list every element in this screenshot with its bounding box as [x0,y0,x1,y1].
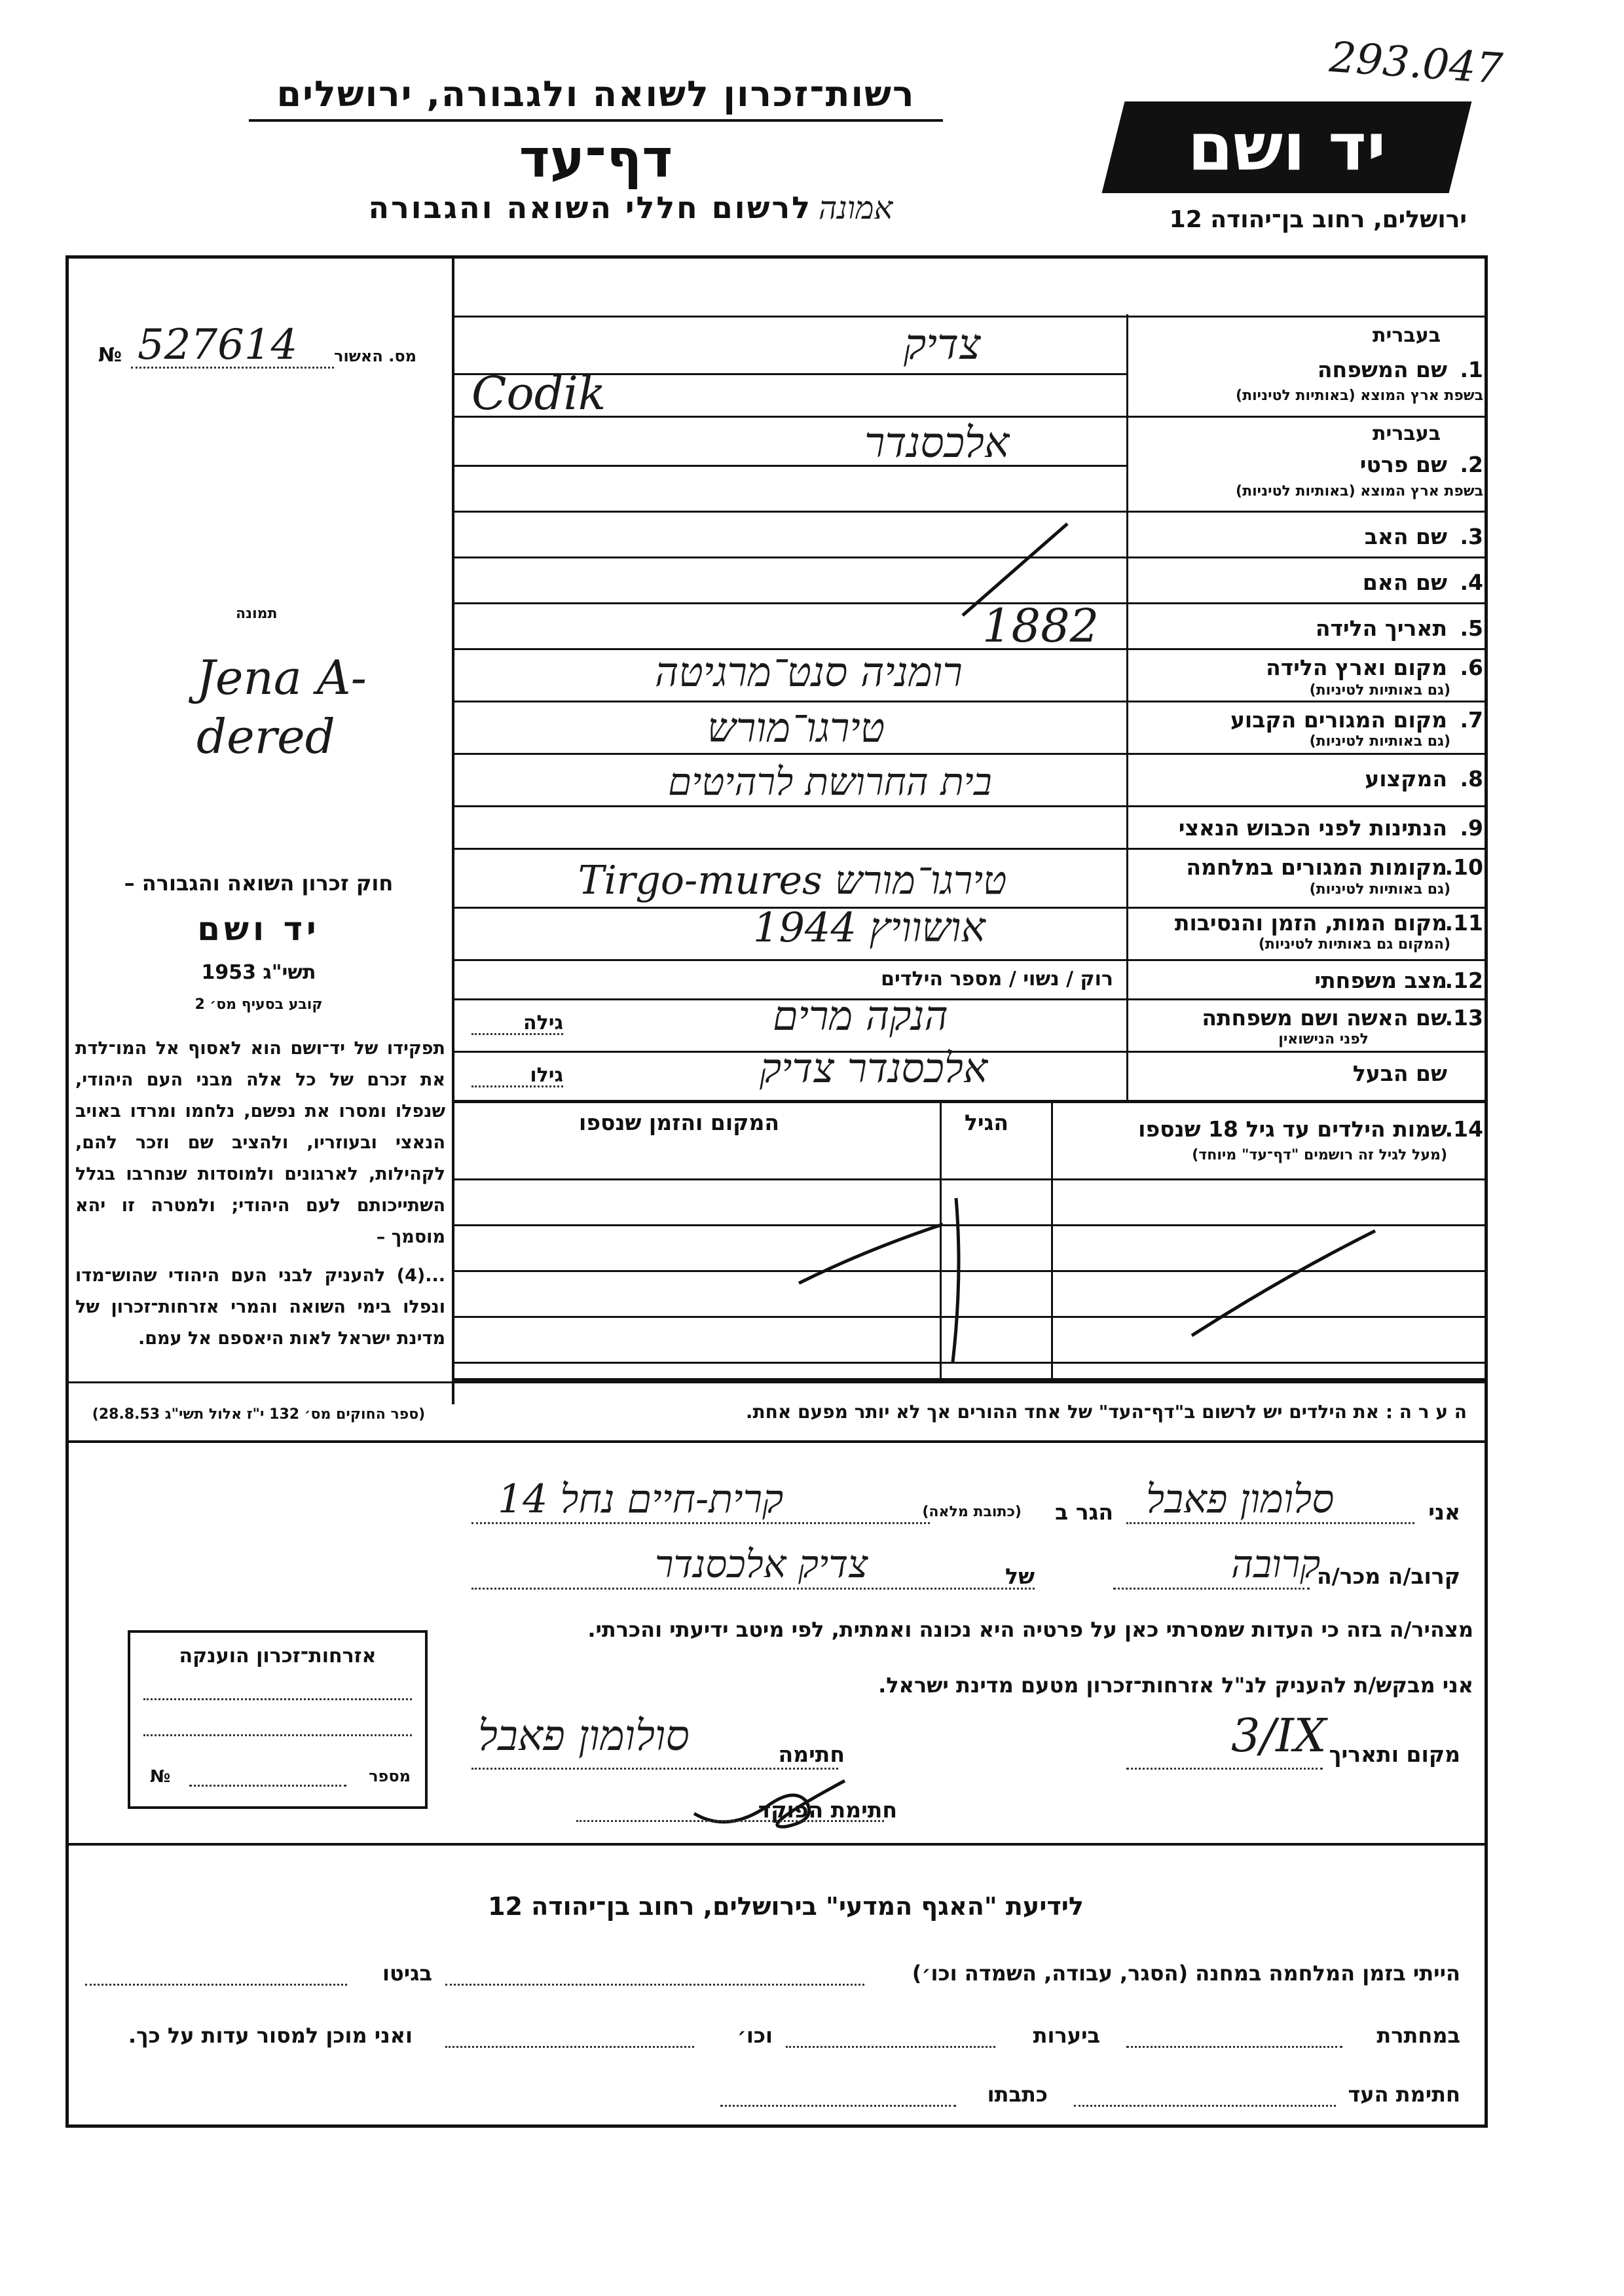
field-11-value: אושוויץ 1944 [753,903,986,951]
inspector-dots [576,1820,884,1822]
field-2-label: שם פרטי [1359,452,1447,477]
citizenship-box-title: אזרחות־זכרון הוענקה [179,1645,377,1667]
field-2-heb-label: בעברית [1373,422,1441,445]
field-1-num: 1. [1460,357,1483,382]
signature-label: חתימה [778,1741,845,1767]
field-6-label: מקום וארץ הלידה [1266,655,1447,680]
signature-value: סולומון פאבל [478,1712,690,1760]
footer-line2-c-dots [445,2046,694,2048]
field-9-label: הנתינות לפני הכבוש הנאצי [1178,815,1447,841]
field-3-num: 3. [1460,524,1483,549]
field-5-label: תאריך הלידה [1315,615,1447,641]
approval-no-sign: № [98,344,122,367]
footer-line3-a-dots [1074,2105,1336,2107]
left-column-divider [452,255,454,1404]
law-name: יד ושם [197,910,320,948]
declaration-address-note: (כתובת מלאה) [922,1504,1022,1520]
field-10-label: מקומות המגורים במלחמה [1186,854,1447,880]
declaration-address-dots [471,1522,930,1524]
field-1-value-latin: Codik [471,367,606,420]
field-5-value: 1882 [982,599,1099,653]
footer-line3-b: כתבתו [987,2082,1048,2107]
law-paragraph-2: ...(4) להעניק לבני העם היהודי שהוש־מדו ונפלו בימי השואה והמרי אזרחות־זכרון של מדינת ישראל לאות היאספם אל עמם. [75,1266,445,1349]
children-col-age: הגיל [964,1110,1008,1135]
row-line [452,465,1126,467]
citizenship-box-number-label: מספר [369,1767,411,1785]
logo-text: יד ושם [1187,109,1386,185]
children-sub: (מעל לגיל זה רושמים "דף־עד" מיוחד) [1192,1147,1447,1163]
citizenship-box-no-sign: № [150,1767,171,1787]
declaration-of-dots [471,1588,1035,1590]
declaration-of-label: של [1005,1563,1035,1589]
frame-left [65,255,69,2128]
field-13-label: שם האשה ושם משפחתה [1202,1005,1447,1030]
footer-line3-b-dots [720,2105,956,2107]
husband-age-label: גילו [530,1064,563,1087]
field-12-extra: רוק / נשוי / מספר הילדים [881,968,1113,991]
citizenship-box-line [143,1734,412,1736]
header-address: ירושלים, רחוב בן־יהודה 12 [1169,206,1467,233]
row-line [452,416,1486,418]
field-8-num: 8. [1460,766,1483,792]
field-4-label: שם האם [1362,570,1447,595]
field-4-num: 4. [1460,570,1483,595]
row-line [452,848,1486,850]
footer-title: לידיעת "האגף המדעי" בירושלים, רחוב בן־יהודה 12 [488,1892,1084,1921]
remark-text: את הילדים יש לרשום ב"דף־העד" של אחד ההורים אך לא יותר מפעם אחת. [745,1401,1380,1423]
inspector-signature [688,1768,858,1840]
remark-label: ה ע ר ה : [1385,1401,1467,1423]
field-6-sub: (גם באותיות לטיניות) [1309,682,1450,699]
approval-number: 527614 [138,321,298,369]
frame-top [65,255,1488,259]
declaration-i-value: סלומון פאבל [1146,1476,1335,1522]
footer-line2-c: וכו׳ [737,2023,773,2048]
field-7-label: מקום המגורים הקבוע [1230,707,1447,733]
frame-right [1485,255,1488,2128]
field-1-label: שם המשפחה [1317,357,1447,382]
footer-rule [65,1843,1488,1846]
approval-dots [131,367,334,369]
children-empty-strokes [786,1185,1441,1381]
field-10-num: 10. [1445,854,1483,880]
yad-vashem-logo [1102,101,1472,193]
row-line [452,753,1486,755]
field-1-value: צדיק [904,321,981,369]
field-11-num: 11. [1445,910,1483,936]
photo-label: תמונה [236,606,278,622]
footer-line2-a-dots [1126,2046,1342,2048]
photo-note: Jena A- dered [196,650,367,764]
field-7-sub: (גם באותיות לטיניות) [1309,733,1450,750]
field-8-value: בית החרושת לרהיטים [668,759,992,804]
declaration-i-label: אני [1428,1499,1460,1525]
husband-label: שם הבעל [1352,1061,1447,1086]
field-13-num: 13. [1445,1005,1483,1030]
field-1-sub: בשפת ארץ המוצא (באותיות לטיניות) [1236,388,1483,404]
footer-line1-end: בגיטו [382,1961,432,1986]
field-13-age-label: גילה [523,1011,563,1034]
citizenship-box-line [143,1698,412,1700]
field-1-heb-label: בעברית [1373,324,1441,347]
field-6-value: רומניה סנט־מרגיטה [655,648,963,696]
husband-value: אלכסנדר צדיק [760,1044,988,1092]
footer-line2-b-dots [786,2046,995,2048]
field-12-num: 12. [1445,968,1483,993]
declaration-statement: מצהיר/ה בזה כי העדות שמסרתי כאן על פרטיה היא נכונה ואמתית, לפי מיטב ידיעתי והכרתי. [587,1617,1473,1642]
header-underline [249,119,943,122]
form-title: דף־עד [519,128,673,189]
declaration-relative-label: קרוב/ה מכר/ה [1317,1563,1460,1589]
field-10-value: טירגו־מורש Tirgo-mures [578,858,1007,903]
field-3-label: שם האב [1364,524,1447,549]
field-7-value: טירגו־מורש [707,704,885,752]
declaration-of-value: צדיק אלכסנדר [655,1542,868,1586]
remark [458,1401,1467,1423]
children-col-place: המקום והזמן שנספו [579,1110,779,1135]
field-2-value: אלכסנדר [864,419,1010,467]
remark-bottom-rule [65,1440,1488,1443]
citizenship-box-number-dots [189,1785,346,1787]
law-paragraph-1: תפקידו של יד־ושם הוא לאסוף אל המו־לדת את זכרם של כל אלה מבני העם היהודי, שנפלו ומסרו את נפשם, נלחמו ומרדו באויב הנאצי ובעוזריו, ולהציב שם וזכר להם, לקהילות, לארגונים ולמוסדות שנחרבו בגלל השתייכותם לעם היהודי; ולמטרה זו יהא מוסמך – [75,1038,445,1247]
footer-line1-dots [445,1984,864,1986]
field-2-sub: בשפת ארץ המוצא (באותיות לטיניות) [1236,483,1483,500]
declaration-relation-value: קרובה [1231,1542,1321,1586]
children-header-rule [452,1178,1486,1180]
children-label: שמות הילדים עד גיל 18 שנספו [1138,1116,1447,1142]
field-13-age-dots [471,1033,563,1035]
inspector-label: חתימת הפוקד [758,1797,897,1823]
field-13-sub: לפני הנישואין [1278,1031,1369,1048]
law-section: קובע בסעיף מס׳ 2 [194,996,323,1013]
field-8-label: המקצוע [1365,766,1447,792]
row-line [452,701,1486,702]
row-line-thick [452,1100,1486,1103]
footer-line3-a: חתימת העד [1348,2082,1460,2107]
field-11-label: מקום המות, הזמן והנסיבות [1174,910,1447,936]
footer-line2-a: במחתרת [1376,2023,1460,2048]
law-title: חוק זכרון השואה והגבורה – [124,871,394,896]
field-12-label: מצב משפחתי [1314,968,1447,993]
frame-bottom [65,2124,1488,2128]
row-line [452,959,1486,961]
serial-number: 293.047 [1327,33,1504,94]
remark-top-rule [65,1381,1488,1383]
declaration-relation-dots [1113,1588,1310,1590]
declaration-i-dots [1126,1522,1414,1524]
law-year: תשי"ג 1953 [201,961,316,984]
declaration-address-value: קרית-חיים נחל 14 [498,1476,784,1522]
law-reference: (ספר החוקים מס׳ 132 י"ז אלול תשי"ג 28.8.53) [92,1406,426,1423]
row-line [452,511,1486,513]
declaration-request: אני מבקש/ת להעניק לנ"ל אזרחות־זכרון מטעם מדינת ישראל. [878,1673,1473,1698]
footer-line1-label: הייתי בזמן המלחמה במחנה (הסגר, עבודה, השמדה וכו׳) [912,1961,1460,1986]
place-date-label: מקום ותאריך [1329,1741,1460,1767]
husband-age-dots [471,1085,563,1087]
label-column-divider [1126,314,1128,1100]
field-11-sub: (המקום גם באותיות לטיניות) [1258,936,1450,953]
field-13-value: הנקה מרים [773,992,948,1040]
row-line [452,648,1486,650]
row-line [452,805,1486,807]
handwritten-note: אמונה [819,190,893,227]
footer-line2-d: ואני מוכן למסור עדות על כך. [128,2023,413,2048]
row-line [452,998,1486,1000]
place-date-value: 3/IX [1231,1709,1327,1762]
field-6-num: 6. [1460,655,1483,680]
children-num: 14. [1445,1116,1483,1142]
header-authority: רשות־זכרון לשואה ולגבורה, ירושלים [276,73,915,115]
field-9-num: 9. [1460,815,1483,841]
place-date-dots [1126,1768,1323,1770]
field-10-sub: (גם באותיות לטיניות) [1309,881,1450,898]
form-subtitle: לרשום חללי השואה והגבורה [368,190,812,225]
field-7-num: 7. [1460,707,1483,733]
footer-line2-b: ביערות [1033,2023,1100,2048]
field-2-num: 2. [1460,452,1483,477]
footer-line1-end-dots [85,1984,347,1986]
field-5-num: 5. [1460,615,1483,641]
rule-top2 [452,316,1486,318]
approval-label: מס. האשור [334,347,416,365]
declaration-resident-label: הגר ב [1055,1499,1113,1525]
citizenship-box [128,1630,428,1809]
